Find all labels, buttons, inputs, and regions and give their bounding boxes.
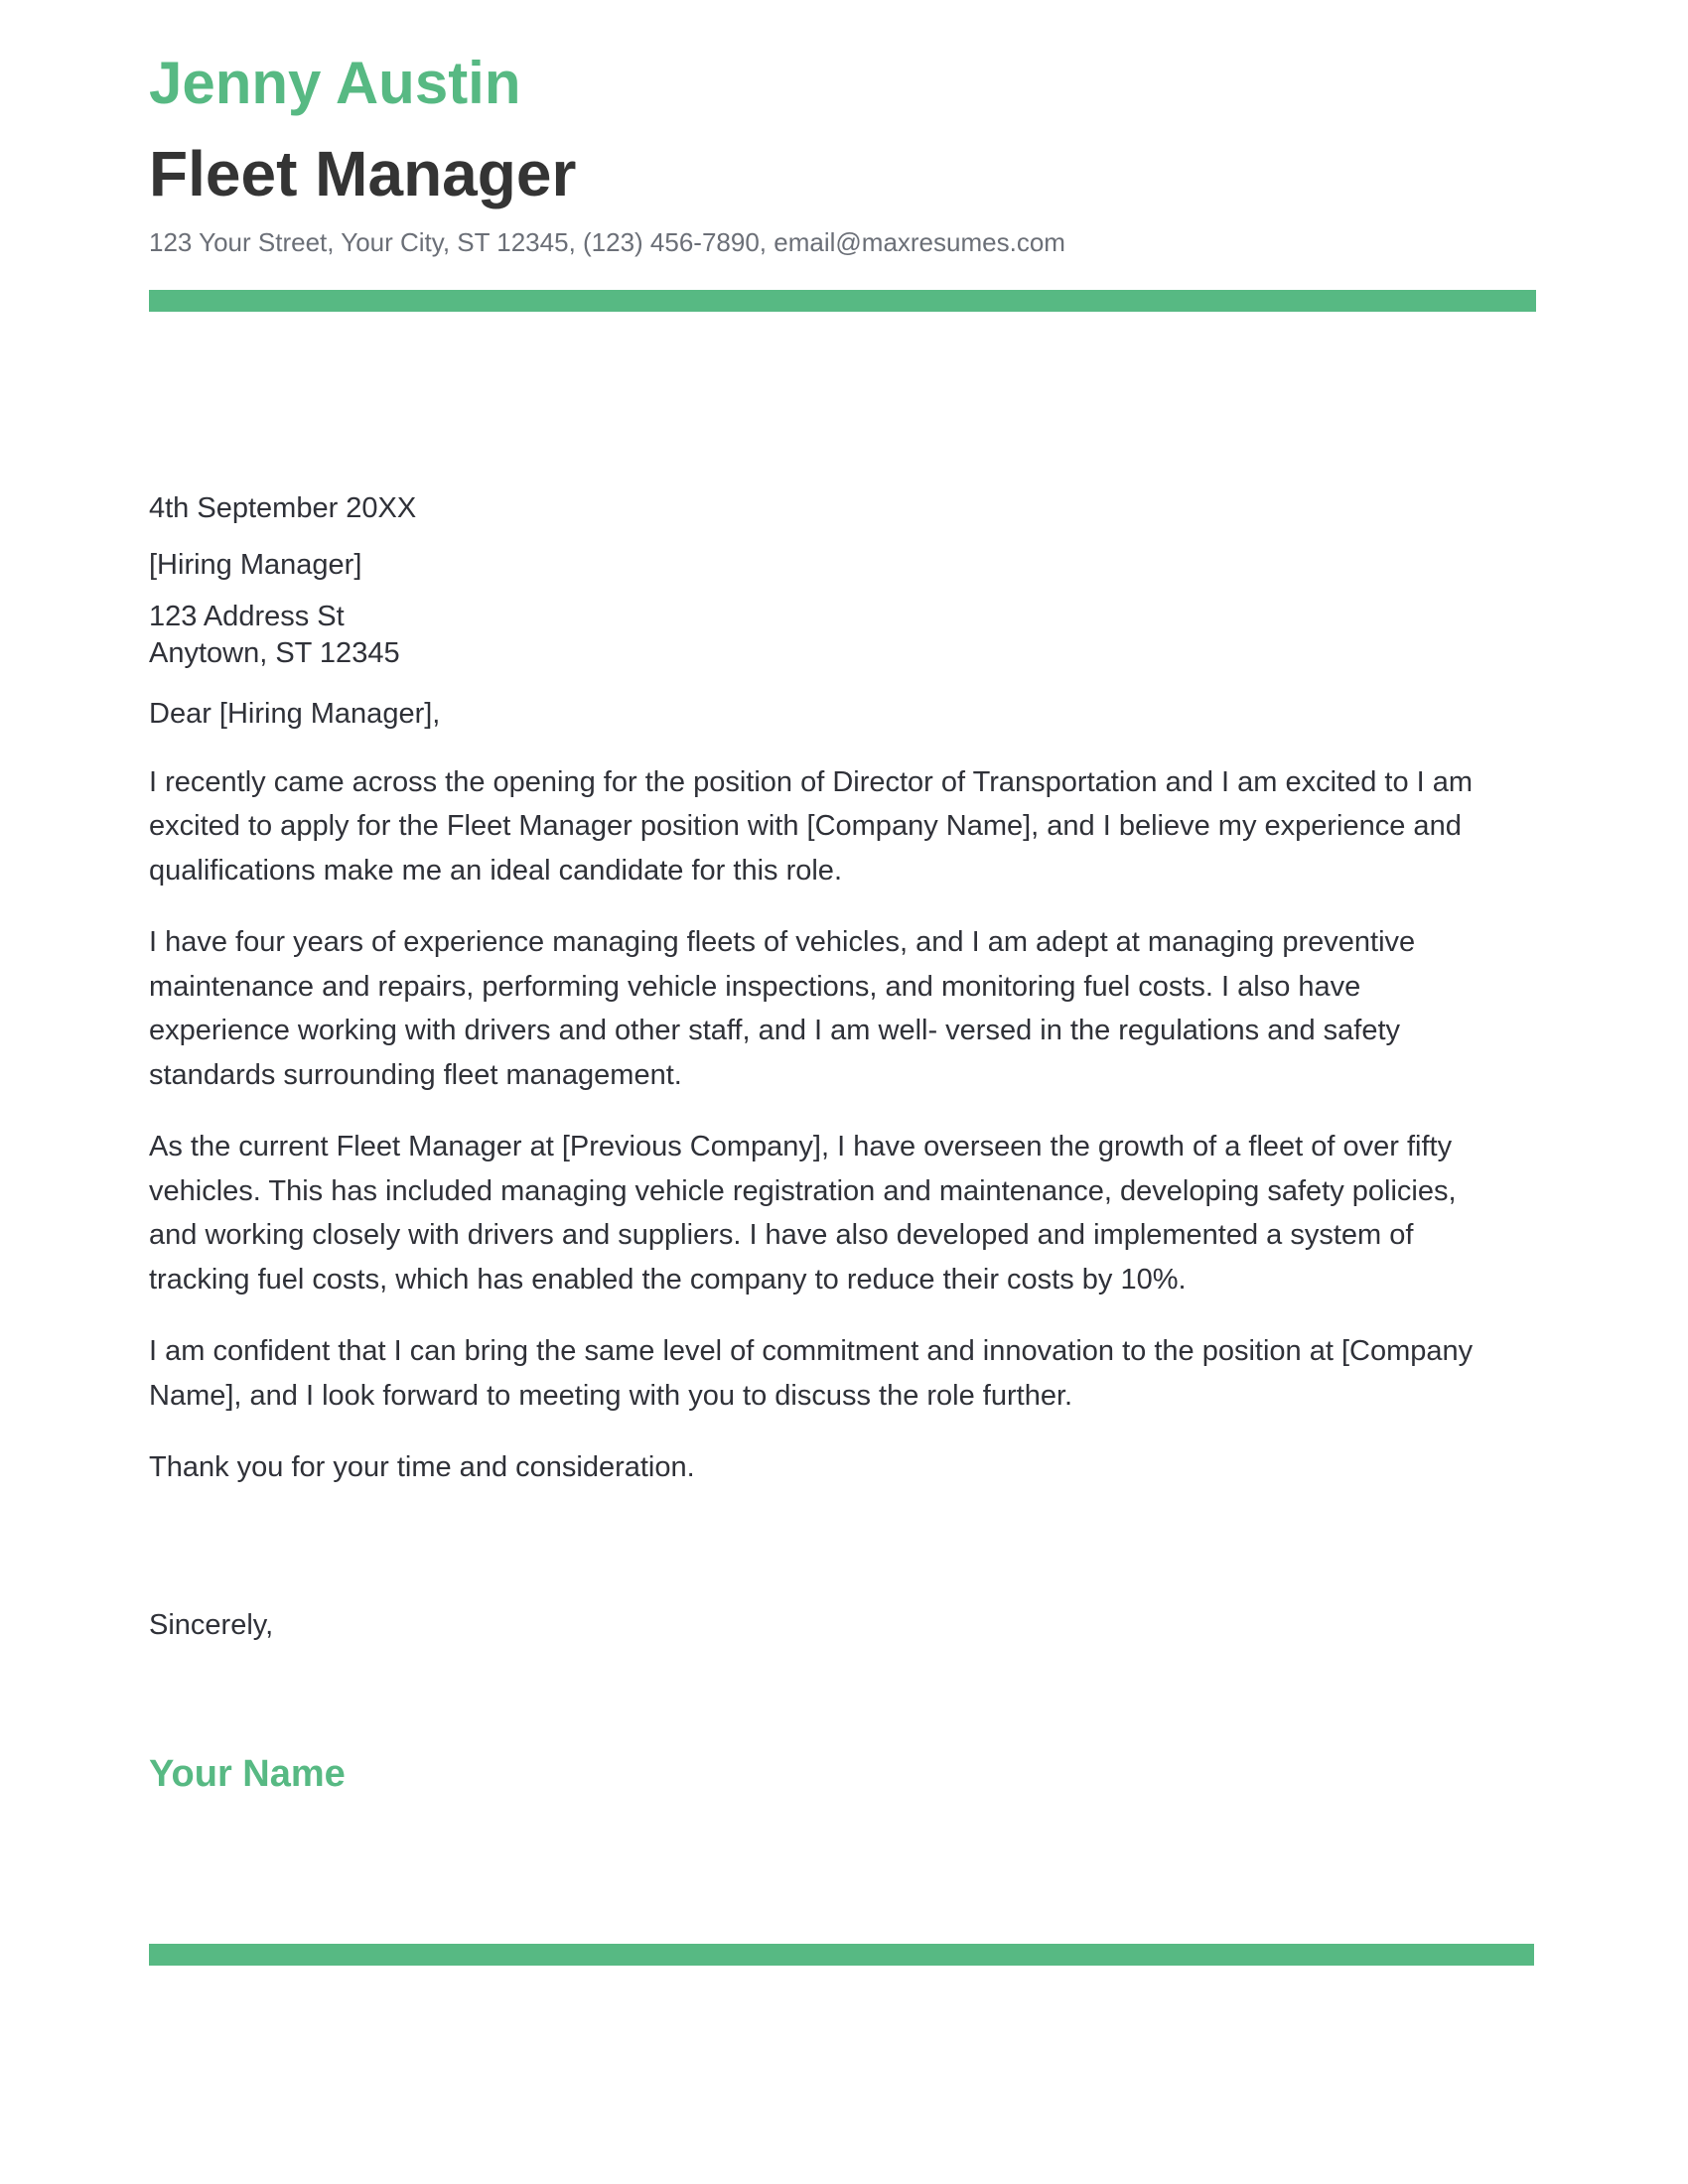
paragraph-2 [149,920,1539,1097]
paragraph-line: Name], and I look forward to meeting with you to discuss the role further. [149,1379,1073,1412]
closing: Sincerely, [149,1609,274,1641]
footer-divider [149,1944,1534,1966]
letter-body [149,486,1539,1490]
contact-info: 123 Your Street, Your City, ST 12345, (123) 456-7890, email@maxresumes.com [149,227,1065,257]
paragraph-4 [149,1329,1539,1418]
paragraph-3 [149,1125,1539,1301]
paragraph-line: I have four years of experience managing fleets of vehicles, and I am adept at managing preventive [149,926,1416,958]
letter-date: 4th September 20XX [149,492,417,524]
paragraph-line: maintenance and repairs, performing vehicle inspections, and monitoring fuel costs. I also have [149,970,1361,1003]
signature-name: Your Name [149,1753,346,1795]
paragraph-line: tracking fuel costs, which has enabled the company to reduce their costs by 10%. [149,1263,1187,1296]
paragraph-1 [149,760,1539,893]
paragraph-line: standards surrounding fleet management. [149,1058,682,1091]
recipient-address-line-2: Anytown, ST 12345 [149,637,400,669]
header-divider [149,290,1536,312]
paragraph-line: experience working with drivers and other staff, and I am well- versed in the regulations and safety [149,1015,1401,1046]
job-title: Fleet Manager [149,138,577,209]
recipient-name: [Hiring Manager] [149,548,362,581]
recipient-address-line-1: 123 Address St [149,601,345,632]
paragraph-line: I am confident that I can bring the same level of commitment and innovation to the position at [Company [149,1335,1474,1367]
salutation: Dear [Hiring Manager], [149,698,441,730]
thanks-line: Thank you for your time and consideration. [149,1451,695,1483]
paragraph-line: As the current Fleet Manager at [Previous Company], I have overseen the growth of a fleet of over fifty [149,1131,1453,1162]
applicant-name: Jenny Austin [149,50,521,116]
paragraph-line: vehicles. This has included managing vehicle registration and maintenance, developing safety policies, [149,1174,1457,1207]
paragraph-line: excited to apply for the Fleet Manager position with [Company Name], and I believe my experience and [149,810,1462,842]
paragraph-line: qualifications make me an ideal candidate for this role. [149,854,842,887]
paragraph-line: I recently came across the opening for the position of Director of Transportation and I am excited to I am [149,765,1474,798]
paragraph-line: and working closely with drivers and suppliers. I have also developed and implemented a system of [149,1219,1414,1251]
